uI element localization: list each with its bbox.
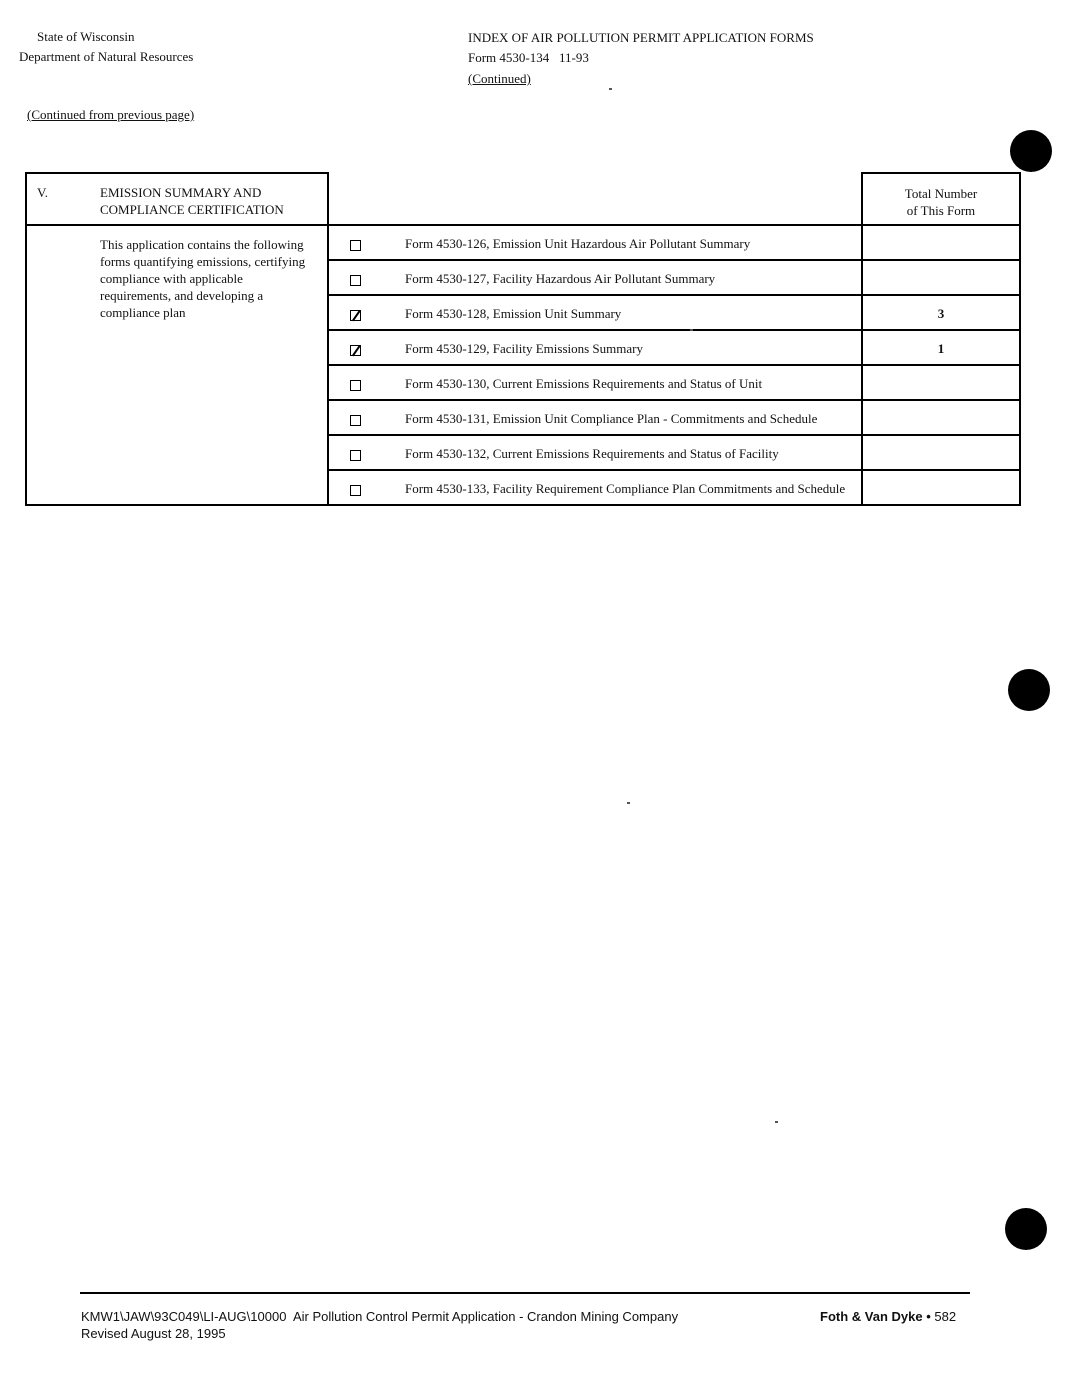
section-title-line2: COMPLIANCE CERTIFICATION <box>100 202 284 217</box>
form-checkbox-cell <box>328 470 381 505</box>
form-row <box>26 225 1020 260</box>
form-label: Form 4530-132, Current Emissions Requirements and Status of Facility <box>381 435 862 470</box>
section-heading <box>26 173 328 225</box>
form-count[interactable] <box>862 435 1020 470</box>
form-label: Form 4530-130, Current Emissions Requirements and Status of Unit <box>381 365 862 400</box>
footer-page-number: 582 <box>934 1309 957 1324</box>
binder-hole <box>1008 669 1050 711</box>
total-number-header: Total Number of This Form <box>862 173 1020 225</box>
department-label: Department of Natural Resources <box>19 49 194 64</box>
state-label: State of Wisconsin <box>37 29 135 44</box>
form-id: Form 4530-134 11-93 <box>468 50 589 65</box>
form-count[interactable] <box>862 365 1020 400</box>
form-checkbox-cell <box>328 365 381 400</box>
section-header-row <box>26 173 1020 225</box>
form-checkbox-cell <box>328 435 381 470</box>
checkbox-icon[interactable] <box>350 450 361 461</box>
scan-speck <box>627 802 630 804</box>
forms-table <box>25 172 1021 506</box>
form-count[interactable]: 3 <box>862 295 1020 330</box>
form-checkbox-cell <box>328 330 381 365</box>
section-title-line1: EMISSION SUMMARY AND <box>100 185 262 200</box>
checkbox-icon[interactable] <box>350 240 361 251</box>
form-count[interactable] <box>862 470 1020 505</box>
section-number: V. <box>37 185 48 200</box>
scan-speck <box>775 1121 778 1123</box>
scan-speck <box>609 88 612 90</box>
checkbox-icon[interactable] <box>350 275 361 286</box>
form-label: Form 4530-127, Facility Hazardous Air Pollutant Summary <box>381 260 862 295</box>
checked-checkbox-icon[interactable] <box>350 345 361 356</box>
binder-hole <box>1005 1208 1047 1250</box>
footer-rule <box>80 1292 970 1294</box>
footer-revised: Revised August 28, 1995 <box>81 1326 226 1341</box>
continued-label: (Continued) <box>468 71 531 86</box>
footer-bullet: • <box>926 1309 931 1324</box>
continued-from-label: (Continued from previous page) <box>27 107 195 122</box>
binder-hole <box>1010 130 1052 172</box>
form-checkbox-cell <box>328 295 381 330</box>
form-label: Form 4530-133, Facility Requirement Compliance Plan Commitments and Schedule <box>381 470 862 505</box>
scan-speck <box>690 329 693 331</box>
footer-path: KMW1\JAW\93C049\LI-AUG\10000 Air Pollution Control Permit Application - Crandon Mining Company <box>81 1309 679 1324</box>
form-label: Form 4530-126, Emission Unit Hazardous Air Pollutant Summary <box>381 225 862 260</box>
form-checkbox-cell <box>328 400 381 435</box>
form-checkbox-cell <box>328 225 381 260</box>
section-description: This application contains the following forms quantifying emissions, certifying compliance with applicable requirements, and developing a compliance plan <box>26 225 328 505</box>
form-count[interactable] <box>862 225 1020 260</box>
form-checkbox-cell <box>328 260 381 295</box>
checkbox-icon[interactable] <box>350 485 361 496</box>
form-count[interactable] <box>862 400 1020 435</box>
form-count[interactable] <box>862 260 1020 295</box>
checkbox-icon[interactable] <box>350 415 361 426</box>
footer-company: Foth & Van Dyke • 582 <box>820 1309 957 1324</box>
form-label: Form 4530-129, Facility Emissions Summary <box>381 330 862 365</box>
checked-checkbox-icon[interactable] <box>350 310 361 321</box>
document-title: INDEX OF AIR POLLUTION PERMIT APPLICATION FORMS <box>468 30 814 45</box>
form-label: Form 4530-128, Emission Unit Summary <box>381 295 862 330</box>
form-count[interactable]: 1 <box>862 330 1020 365</box>
checkbox-icon[interactable] <box>350 380 361 391</box>
form-label: Form 4530-131, Emission Unit Compliance Plan - Commitments and Schedule <box>381 400 862 435</box>
